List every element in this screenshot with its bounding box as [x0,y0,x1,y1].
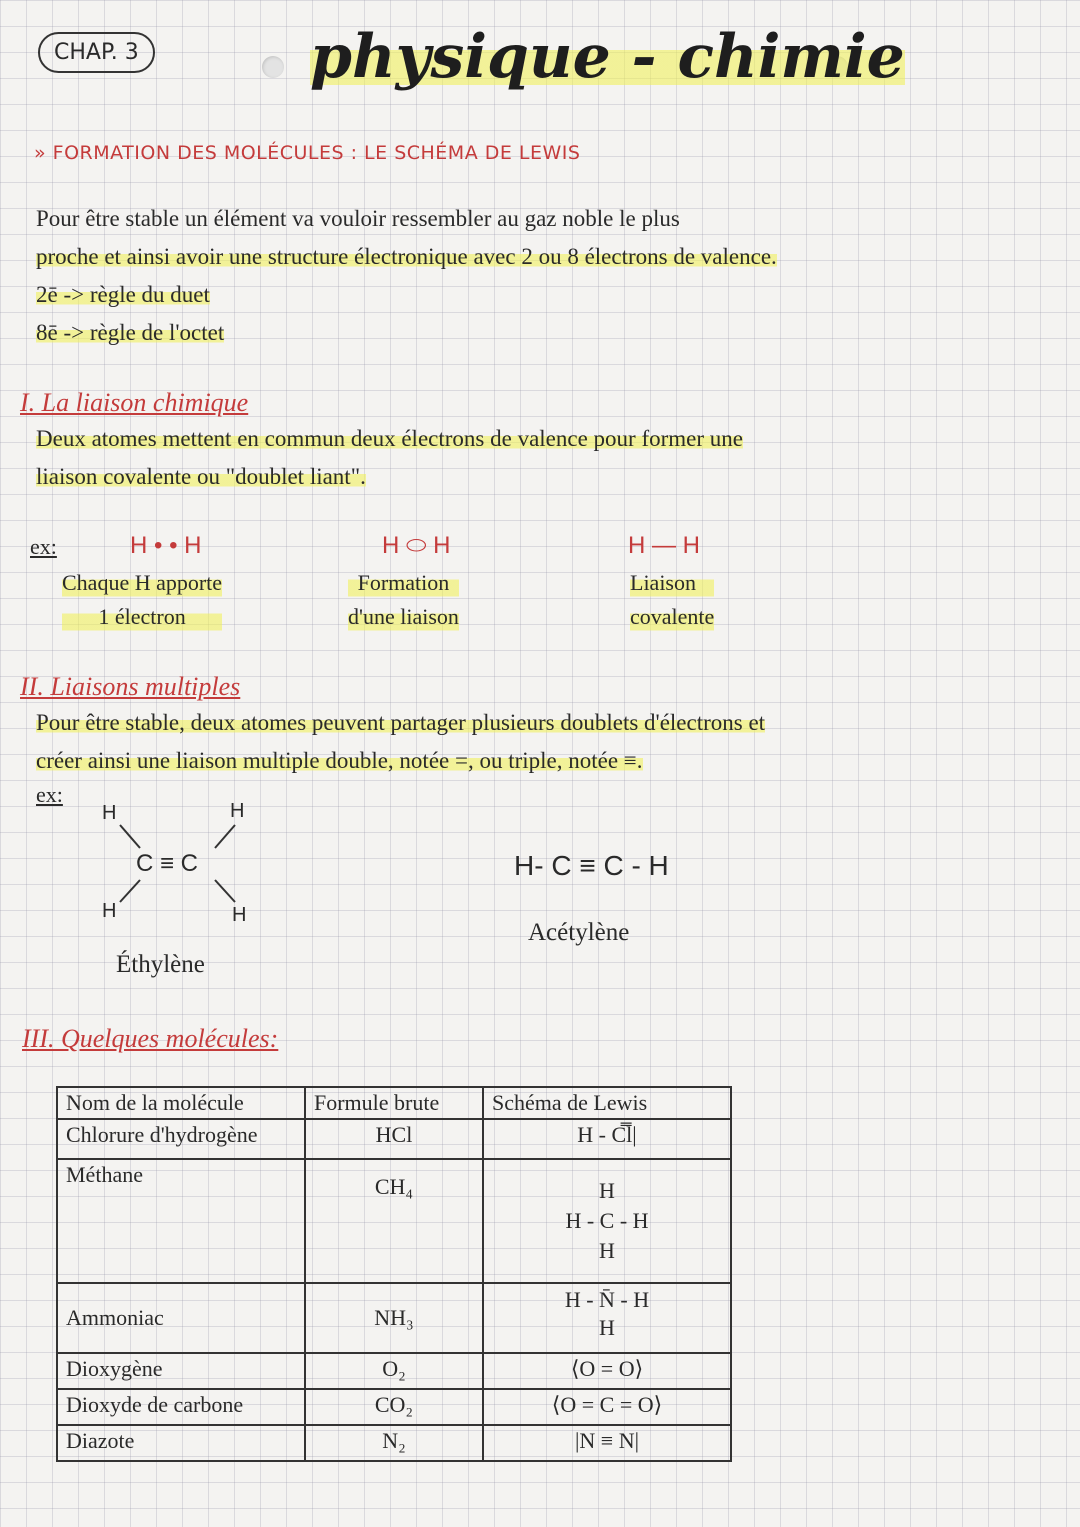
intro-paragraph [36,200,1066,352]
punch-hole-left [262,56,284,78]
row-formula: HCl [305,1119,483,1159]
table-header-lewis: Schéma de Lewis [483,1087,731,1119]
bond-line [120,880,140,902]
example-3-caption [630,566,714,634]
ethylene-h-bottom-right: H [232,904,247,926]
table-row [57,1119,731,1159]
example-3-caption-line-1: Liaison [630,566,714,600]
row-lewis: ⟨O = O⟩ [483,1353,731,1389]
example-h-bond-pair: H ⬭ H [382,532,451,559]
chapter-badge: CHAP. 3 [38,32,155,73]
methane-h-bottom: H [599,1238,615,1263]
intro-line-1: Pour être stable un élément va vouloir ressembler au gaz noble le plus [36,206,680,231]
table-header-name: Nom de la molécule [57,1087,305,1119]
table-header-row [57,1087,731,1119]
bond-line [120,825,140,848]
example-1-caption [62,566,222,634]
row-formula: N₂ [305,1425,483,1461]
example-1-caption-line-2: 1 électron [62,600,222,634]
ammoniac-center: H - N̄ - H [564,1287,650,1312]
row-lewis: |N ≡ N| [483,1425,731,1461]
methane-center: H - C - H [565,1208,649,1233]
row-lewis-methane [483,1159,731,1283]
section-2-title: II. Liaisons multiples [20,672,241,701]
section-2-example-label: ex: [36,782,63,807]
ethylene-h-top-left: H [102,802,117,824]
ethylene-structure [90,800,270,930]
subtitle: » FORMATION DES MOLÉCULES : LE SCHÉMA DE LEWIS [34,142,581,164]
intro-line-2: proche et ainsi avoir une structure électronique avec 2 ou 8 électrons de valence. [36,244,777,269]
row-formula: CH₄ [305,1159,483,1283]
table-row [57,1283,731,1353]
table-row [57,1389,731,1425]
example-2-caption-line-1: Formation [348,566,459,600]
example-1-caption-line-1: Chaque H apporte [62,566,222,600]
section-1-example-label: ex: [30,534,57,559]
example-h-h-bond: H — H [628,532,700,559]
example-2-caption [348,566,459,634]
section-1-title: I. La liaison chimique [20,388,249,417]
row-lewis-ammoniac [483,1283,731,1353]
row-name: Méthane [57,1159,305,1283]
section-1-text [36,420,1066,496]
section-3-title: III. Quelques molécules: [22,1024,279,1053]
bond-line [215,880,235,902]
section-1-line-1: Deux atomes mettent en commun deux électrons de valence pour former une [36,426,743,451]
methane-h-top: H [599,1178,615,1203]
ammoniac-h-bottom: H [599,1315,615,1340]
row-name: Dioxyde de carbone [57,1389,305,1425]
table-row [57,1159,731,1283]
row-formula: CO₂ [305,1389,483,1425]
intro-line-4: 8ē -> règle de l'octet [36,320,225,345]
ethylene-name: Éthylène [116,951,205,978]
example-h-dots: H • • H [130,532,202,559]
table-header-formula: Formule brute [305,1087,483,1119]
ethylene-h-top-right: H [230,800,245,822]
row-lewis: ⟨O = C = O⟩ [483,1389,731,1425]
ethylene-h-bottom-left: H [102,900,117,922]
section-1-line-2: liaison covalente ou "doublet liant". [36,464,366,489]
row-name: Ammoniac [57,1283,305,1353]
row-name: Chlorure d'hydrogène [57,1119,305,1159]
page-title: physique - chimie [310,22,905,92]
ethylene-center: C ≡ C [136,850,199,877]
row-name: Diazote [57,1425,305,1461]
intro-line-3: 2ē -> règle du duet [36,282,210,307]
molecules-table [56,1086,732,1462]
row-formula: O₂ [305,1353,483,1389]
table-row [57,1425,731,1461]
bond-line [215,825,235,848]
section-2-line-2: créer ainsi une liaison multiple double, notée =, ou triple, notée ≡. [36,748,643,773]
row-name: Dioxygène [57,1353,305,1389]
example-2-caption-line-2: d'une liaison [348,600,459,634]
row-lewis: H - C̿l| [483,1119,731,1159]
section-2-text [36,704,1066,780]
row-formula: NH₃ [305,1283,483,1353]
acetylene-name: Acétylène [528,919,630,946]
acetylene-formula: H- C ≡ C - H [514,850,669,881]
section-2-line-1: Pour être stable, deux atomes peuvent partager plusieurs doublets d'électrons et [36,710,766,735]
example-3-caption-line-2: covalente [630,600,714,634]
table-row [57,1353,731,1389]
